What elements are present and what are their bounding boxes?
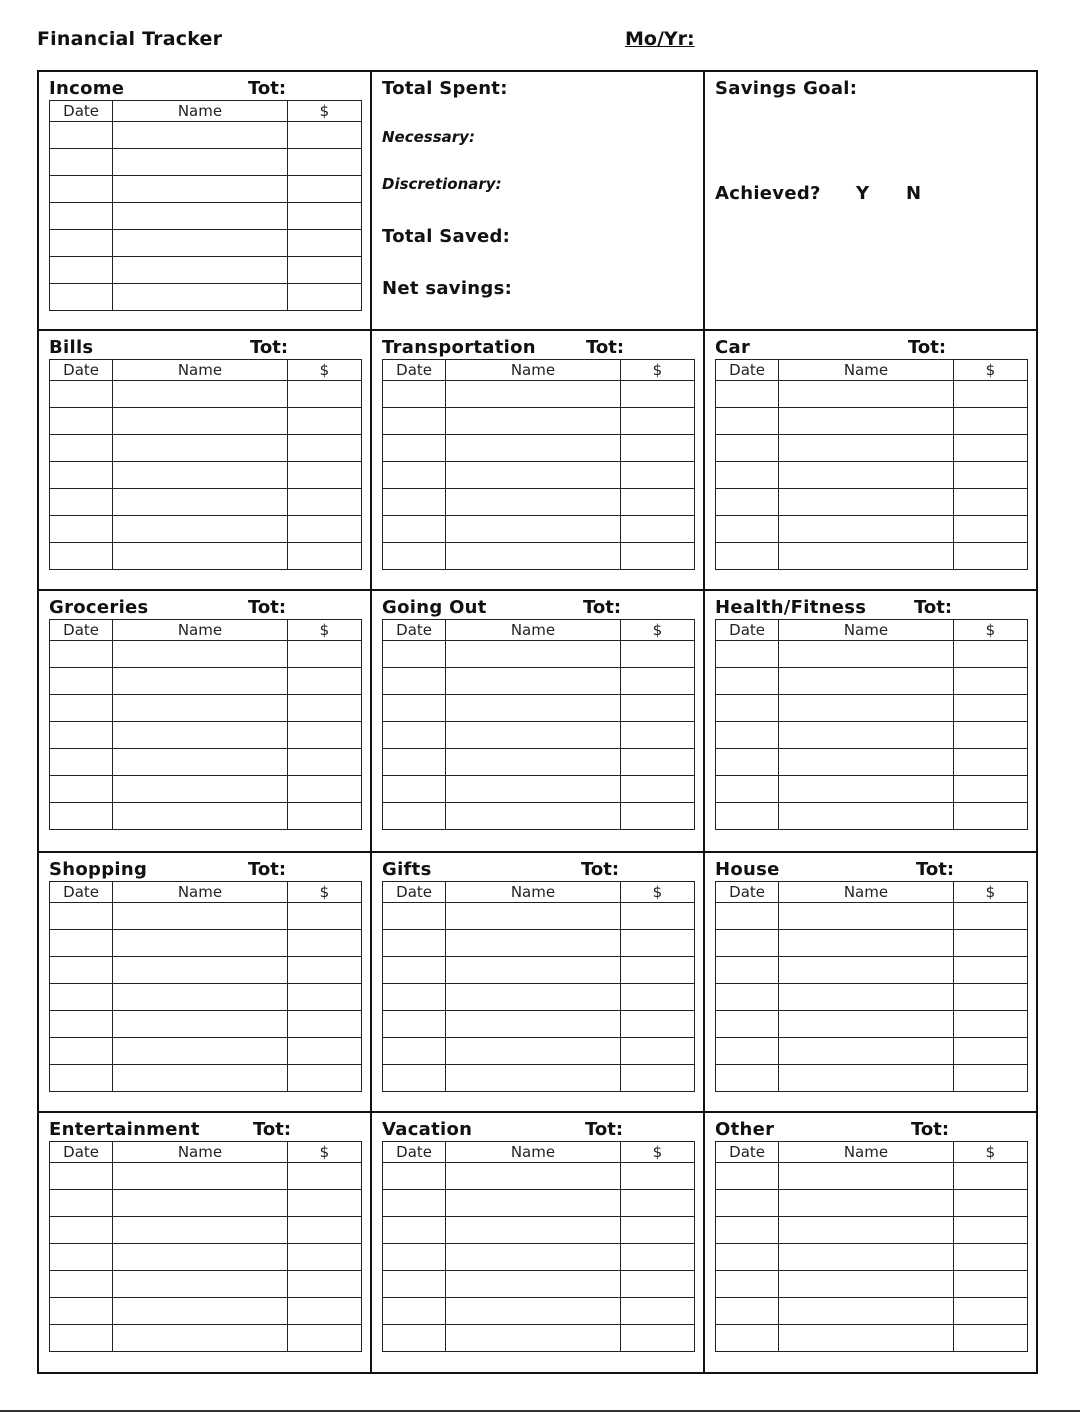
section-title: Going Out [382, 597, 487, 618]
savings-goal-label: Savings Goal: [715, 78, 858, 99]
section-savings-goal [705, 72, 1036, 331]
table-row [716, 1217, 1028, 1244]
table-row [50, 803, 362, 830]
table-row [50, 435, 362, 462]
table-row [50, 930, 362, 957]
table-row [50, 462, 362, 489]
name-header: Name [779, 360, 954, 381]
table-row [383, 1011, 695, 1038]
ledger-table [382, 881, 695, 1092]
table-row [716, 1298, 1028, 1325]
table-row [50, 408, 362, 435]
section-entertainment [39, 1113, 372, 1372]
section-house [705, 853, 1036, 1113]
table-row [716, 408, 1028, 435]
table-row [50, 230, 362, 257]
table-row [383, 1244, 695, 1271]
table-row [50, 1190, 362, 1217]
section-transportation [372, 331, 705, 591]
section-title: Shopping [49, 859, 148, 880]
table-row [383, 776, 695, 803]
section-total-label: Tot: [586, 337, 625, 358]
table-row [716, 1244, 1028, 1271]
table-row [50, 641, 362, 668]
date-header: Date [716, 620, 779, 641]
section-total-label: Tot: [248, 78, 287, 99]
name-header: Name [779, 620, 954, 641]
name-header: Name [446, 360, 621, 381]
table-row [50, 122, 362, 149]
amount-header: $ [287, 101, 361, 122]
table-row [50, 1271, 362, 1298]
table-row [50, 543, 362, 570]
table-row [716, 668, 1028, 695]
ledger-table [715, 619, 1028, 830]
table-row [50, 1163, 362, 1190]
table-row [50, 516, 362, 543]
table-row [50, 381, 362, 408]
section-total-label: Tot: [914, 597, 953, 618]
section-shopping [39, 853, 372, 1113]
necessary-label: Necessary: [382, 128, 475, 146]
amount-header: $ [953, 620, 1027, 641]
amount-header: $ [620, 1142, 694, 1163]
name-header: Name [779, 1142, 954, 1163]
table-row [383, 984, 695, 1011]
amount-header: $ [953, 882, 1027, 903]
table-row [50, 284, 362, 311]
table-row [716, 641, 1028, 668]
section-total-label: Tot: [253, 1119, 292, 1140]
section-title: Other [715, 1119, 775, 1140]
date-header: Date [716, 882, 779, 903]
date-header: Date [383, 882, 446, 903]
amount-header: $ [953, 360, 1027, 381]
section-title: Transportation [382, 337, 536, 358]
ledger-table [49, 881, 362, 1092]
amount-header: $ [287, 620, 361, 641]
table-row [50, 695, 362, 722]
ledger-table [715, 881, 1028, 1092]
section-other [705, 1113, 1036, 1372]
table-row [50, 903, 362, 930]
section-total-label: Tot: [908, 337, 947, 358]
amount-header: $ [287, 882, 361, 903]
table-row [50, 668, 362, 695]
amount-header: $ [620, 360, 694, 381]
ledger-table [49, 1141, 362, 1352]
section-car [705, 331, 1036, 591]
table-row [50, 489, 362, 516]
amount-header: $ [287, 1142, 361, 1163]
table-row [716, 776, 1028, 803]
section-vacation [372, 1113, 705, 1372]
table-row [383, 1038, 695, 1065]
date-header: Date [716, 360, 779, 381]
table-row [716, 381, 1028, 408]
section-title: Income [49, 78, 125, 99]
date-header: Date [50, 101, 113, 122]
month-year-label: Mo/Yr: [625, 28, 695, 50]
table-row [50, 749, 362, 776]
table-row [716, 489, 1028, 516]
table-row [383, 543, 695, 570]
name-header: Name [779, 882, 954, 903]
table-row [716, 1065, 1028, 1092]
table-row [716, 1163, 1028, 1190]
name-header: Name [446, 620, 621, 641]
table-row [716, 722, 1028, 749]
achieved-yes-option[interactable]: Y [856, 183, 870, 204]
table-row [383, 722, 695, 749]
table-row [383, 1163, 695, 1190]
section-total-label: Tot: [248, 859, 287, 880]
section-title: Health/Fitness [715, 597, 867, 618]
name-header: Name [446, 1142, 621, 1163]
table-row [383, 1298, 695, 1325]
page-edge-divider [0, 1410, 1080, 1412]
section-total-label: Tot: [585, 1119, 624, 1140]
ledger-table [382, 1141, 695, 1352]
section-total-label: Tot: [250, 337, 289, 358]
ledger-table [715, 1141, 1028, 1352]
table-row [50, 176, 362, 203]
section-title: Gifts [382, 859, 432, 880]
table-row [50, 1038, 362, 1065]
section-total-label: Tot: [583, 597, 622, 618]
ledger-table [49, 619, 362, 830]
table-row [716, 903, 1028, 930]
table-row [383, 803, 695, 830]
table-row [383, 381, 695, 408]
table-row [383, 930, 695, 957]
ledger-table [49, 359, 362, 570]
table-row [50, 722, 362, 749]
table-row [383, 1217, 695, 1244]
section-title: Bills [49, 337, 94, 358]
section-bills [39, 331, 372, 591]
discretionary-label: Discretionary: [382, 175, 502, 193]
name-header: Name [113, 360, 288, 381]
achieved-no-option[interactable]: N [906, 183, 922, 204]
table-row [716, 1271, 1028, 1298]
section-title: Car [715, 337, 751, 358]
table-row [383, 695, 695, 722]
ledger-table [715, 359, 1028, 570]
table-row [383, 668, 695, 695]
tracker-grid [37, 70, 1038, 1374]
table-row [50, 203, 362, 230]
section-title: House [715, 859, 780, 880]
date-header: Date [50, 882, 113, 903]
section-total-label: Tot: [911, 1119, 950, 1140]
section-gifts [372, 853, 705, 1113]
name-header: Name [113, 882, 288, 903]
table-row [383, 903, 695, 930]
table-row [383, 641, 695, 668]
table-row [50, 149, 362, 176]
table-row [716, 1038, 1028, 1065]
table-row [50, 984, 362, 1011]
table-row [50, 1244, 362, 1271]
table-row [50, 1325, 362, 1352]
table-row [383, 408, 695, 435]
table-row [383, 1271, 695, 1298]
table-row [383, 749, 695, 776]
table-row [716, 957, 1028, 984]
date-header: Date [383, 1142, 446, 1163]
section-title: Groceries [49, 597, 149, 618]
section-title: Entertainment [49, 1119, 200, 1140]
table-row [50, 257, 362, 284]
table-row [383, 1325, 695, 1352]
table-row [716, 930, 1028, 957]
amount-header: $ [620, 882, 694, 903]
ledger-table [49, 100, 362, 311]
total-spent-label: Total Spent: [382, 78, 508, 99]
table-row [50, 957, 362, 984]
table-row [383, 516, 695, 543]
section-income [39, 72, 372, 331]
date-header: Date [716, 1142, 779, 1163]
table-row [383, 435, 695, 462]
table-row [716, 1325, 1028, 1352]
table-row [716, 803, 1028, 830]
section-going-out [372, 591, 705, 853]
amount-header: $ [953, 1142, 1027, 1163]
name-header: Name [113, 101, 288, 122]
section-total-label: Tot: [916, 859, 955, 880]
ledger-table [382, 359, 695, 570]
total-saved-label: Total Saved: [382, 226, 511, 247]
date-header: Date [50, 620, 113, 641]
table-row [716, 1190, 1028, 1217]
date-header: Date [383, 620, 446, 641]
table-row [50, 776, 362, 803]
section-groceries [39, 591, 372, 853]
name-header: Name [113, 1142, 288, 1163]
date-header: Date [50, 1142, 113, 1163]
ledger-table [382, 619, 695, 830]
table-row [716, 984, 1028, 1011]
section-total-label: Tot: [581, 859, 620, 880]
table-row [383, 1190, 695, 1217]
table-row [383, 489, 695, 516]
table-row [50, 1217, 362, 1244]
date-header: Date [50, 360, 113, 381]
table-row [383, 1065, 695, 1092]
section-health-fitness [705, 591, 1036, 853]
amount-header: $ [620, 620, 694, 641]
document-title: Financial Tracker [37, 28, 223, 50]
section-total-label: Tot: [248, 597, 287, 618]
amount-header: $ [287, 360, 361, 381]
table-row [716, 695, 1028, 722]
table-row [383, 957, 695, 984]
table-row [716, 543, 1028, 570]
table-row [716, 462, 1028, 489]
section-spending-summary [372, 72, 705, 331]
table-row [50, 1011, 362, 1038]
name-header: Name [446, 882, 621, 903]
section-title: Vacation [382, 1119, 473, 1140]
name-header: Name [113, 620, 288, 641]
table-row [716, 435, 1028, 462]
table-row [716, 749, 1028, 776]
table-row [716, 1011, 1028, 1038]
table-row [383, 462, 695, 489]
table-row [716, 516, 1028, 543]
net-savings-label: Net savings: [382, 278, 513, 299]
table-row [50, 1065, 362, 1092]
table-row [50, 1298, 362, 1325]
achieved-label: Achieved? [715, 183, 821, 204]
date-header: Date [383, 360, 446, 381]
